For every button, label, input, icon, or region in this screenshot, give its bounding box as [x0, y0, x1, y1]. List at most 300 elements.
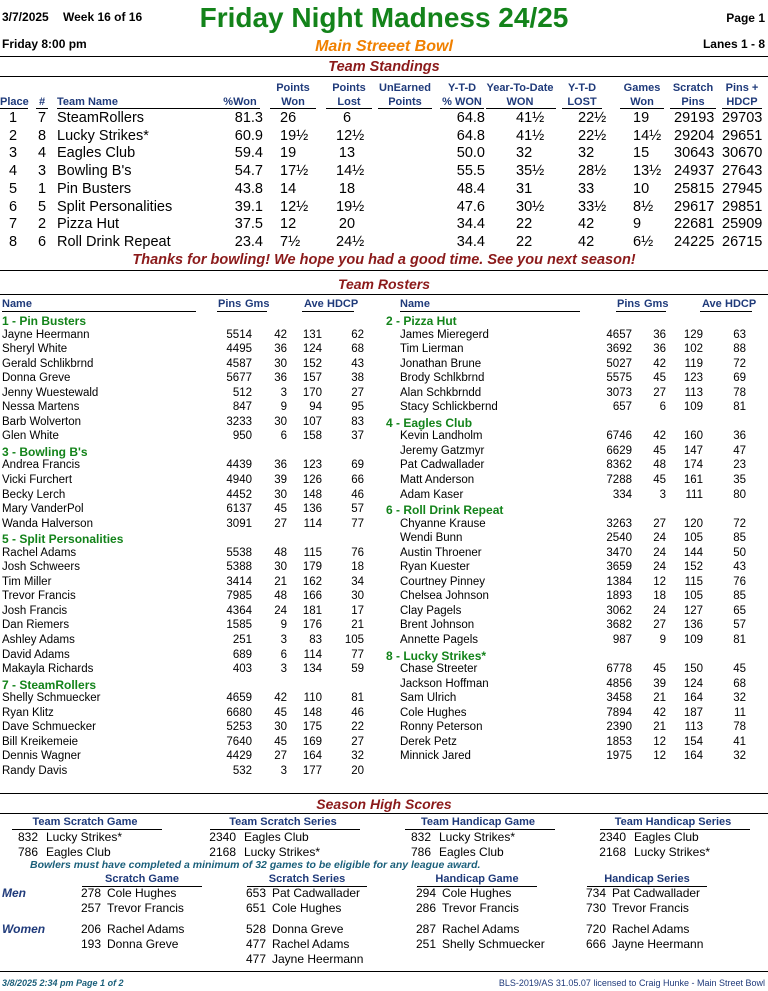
- player-pins: 5538: [226, 546, 252, 559]
- standings-num: 4: [37, 145, 47, 162]
- team-section-title: 1 - Pin Busters: [2, 314, 87, 328]
- player-row: [2, 474, 362, 489]
- player-games: 24: [274, 604, 287, 617]
- player-games: 36: [653, 343, 666, 356]
- player-average: 176: [302, 619, 322, 632]
- standings-name: Eagles Club: [57, 145, 136, 162]
- player-average: 161: [683, 473, 703, 486]
- player-name: Sheryl White: [2, 343, 68, 356]
- standings-ytdw: 41½: [516, 127, 545, 144]
- player-handicap: 62: [351, 328, 364, 341]
- player-row: [386, 401, 746, 416]
- standings-name: Pizza Hut: [57, 216, 120, 233]
- player-average: 175: [302, 721, 322, 734]
- individual-high-holder: Rachel Adams: [612, 922, 690, 936]
- individual-high-holder: Donna Greve: [107, 937, 179, 951]
- player-average: 144: [683, 546, 703, 559]
- standings-ytdl: 28½: [578, 163, 607, 180]
- player-games: 24: [653, 561, 666, 574]
- player-games: 21: [274, 575, 287, 588]
- player-average: 114: [303, 648, 322, 661]
- player-name: Brent Johnson: [400, 619, 475, 632]
- roster-left-pins-header: Pins: [218, 298, 242, 310]
- standings-num: 5: [37, 198, 47, 215]
- standings-ph: 25909: [722, 216, 763, 233]
- roster-left-name-header: Name: [2, 298, 32, 310]
- player-name: Nessa Martens: [2, 401, 80, 414]
- high-score-holder: Eagles Club: [634, 830, 699, 844]
- player-pins: 3263: [606, 517, 632, 530]
- standings-pw: 17½: [280, 163, 309, 180]
- standings-pct: 54.7: [234, 163, 263, 180]
- player-pins: 5388: [226, 561, 252, 574]
- individual-high-value: 477: [245, 937, 266, 951]
- col-games-won: Games Won: [623, 82, 661, 108]
- player-games: 45: [653, 372, 666, 385]
- player-pins: 987: [612, 633, 632, 646]
- player-name: Ronny Peterson: [400, 721, 483, 734]
- player-handicap: 88: [733, 343, 746, 356]
- player-pins: 847: [232, 401, 252, 414]
- standings-pl: 20: [338, 216, 356, 233]
- standings-pct: 37.5: [234, 216, 263, 233]
- standings-ph: 29651: [722, 127, 763, 144]
- standings-gw: 9: [633, 216, 642, 233]
- standings-ytdl: 33: [578, 180, 595, 197]
- player-name: Jayne Heermann: [2, 328, 90, 341]
- league-title: Friday Night Madness 24/25: [199, 2, 569, 33]
- report-date: 3/7/2025: [2, 10, 49, 24]
- player-row: [386, 721, 746, 736]
- player-games: 42: [653, 706, 666, 719]
- individual-high-value: 734: [585, 886, 606, 900]
- player-handicap: 27: [351, 735, 364, 748]
- standings-pct: 60.9: [234, 127, 263, 144]
- player-name: Andrea Francis: [2, 459, 80, 472]
- player-average: 148: [302, 706, 322, 719]
- player-pins: 1853: [606, 735, 632, 748]
- high-score-holder: Lucky Strikes*: [634, 845, 711, 859]
- standings-ph: 27945: [722, 180, 763, 197]
- individual-high-category: Scratch Game: [105, 873, 179, 885]
- player-row: [2, 372, 362, 387]
- player-average: 154: [683, 735, 703, 748]
- individual-high-value: 193: [80, 937, 101, 951]
- individual-high-value: 528: [245, 922, 266, 936]
- player-name: Brody Schlkbrnd: [400, 372, 485, 385]
- player-pins: 7640: [226, 735, 252, 748]
- player-handicap: 69: [351, 459, 364, 472]
- player-row: [386, 387, 746, 402]
- standings-place: 8: [8, 233, 18, 250]
- high-scores-title: Season High Scores: [316, 796, 452, 812]
- player-average: 126: [302, 473, 322, 486]
- roster-right-ave-header: Ave: [702, 298, 722, 310]
- player-average: 109: [683, 401, 703, 414]
- high-score-value: 832: [17, 830, 38, 844]
- player-pins: 4856: [606, 677, 632, 690]
- col-scratch-pins: Scratch Pins: [672, 82, 714, 108]
- player-handicap: 20: [351, 764, 364, 777]
- player-name: Becky Lerch: [2, 488, 66, 501]
- standings-name: Lucky Strikes*: [57, 127, 149, 144]
- player-handicap: 17: [351, 604, 364, 617]
- player-pins: 3073: [606, 386, 632, 399]
- player-average: 169: [302, 735, 322, 748]
- player-pins: 8362: [606, 459, 632, 472]
- player-average: 107: [302, 415, 322, 428]
- player-handicap: 83: [351, 415, 364, 428]
- player-handicap: 72: [733, 517, 746, 530]
- player-pins: 512: [232, 386, 252, 399]
- roster-right-pins-header: Pins: [617, 298, 641, 310]
- player-name: Ryan Klitz: [2, 706, 54, 719]
- player-pins: 4940: [226, 473, 252, 486]
- standings-num: 2: [37, 216, 47, 233]
- col-num: #: [38, 96, 46, 108]
- standings-sp: 24937: [674, 163, 715, 180]
- individual-high-holder: Pat Cadwallader: [612, 886, 701, 900]
- player-name: Courtney Pinney: [400, 575, 486, 588]
- player-row: [2, 518, 362, 533]
- standings-name: Bowling B's: [57, 163, 132, 180]
- player-pins: 251: [232, 633, 252, 646]
- player-games: 9: [659, 633, 666, 646]
- individual-high-holder: Jayne Heermann: [272, 952, 364, 966]
- standings-ytdl: 32: [578, 145, 595, 162]
- player-average: 123: [683, 372, 703, 385]
- rosters-title: Team Rosters: [337, 276, 431, 292]
- high-score-holder: Lucky Strikes*: [46, 830, 123, 844]
- player-row: [386, 619, 746, 634]
- player-handicap: 68: [733, 677, 746, 690]
- player-games: 12: [653, 735, 666, 748]
- player-handicap: 46: [351, 706, 364, 719]
- player-games: 30: [274, 488, 287, 501]
- col-points-lost: Points Lost: [332, 82, 366, 108]
- player-name: Minnick Jared: [400, 750, 471, 763]
- roster-left-ave-header: Ave: [304, 298, 324, 310]
- player-handicap: 68: [351, 343, 364, 356]
- player-games: 27: [274, 750, 287, 763]
- standings-ytdpct: 47.6: [456, 198, 485, 215]
- roster-left-hdcp-header: HDCP: [327, 298, 359, 310]
- player-pins: 3692: [606, 343, 632, 356]
- player-name: Donna Greve: [2, 372, 71, 385]
- standings-ytdl: 42: [578, 216, 595, 233]
- standings-ytdl: 22½: [578, 110, 607, 126]
- player-row: [386, 358, 746, 373]
- individual-high-holder: Cole Hughes: [272, 901, 342, 915]
- player-row: [2, 736, 362, 751]
- player-name: Alan Schkbrndd: [400, 386, 482, 399]
- player-name: Bill Kreikemeie: [2, 735, 79, 748]
- player-average: 111: [685, 488, 703, 501]
- player-name: Trevor Francis: [2, 590, 76, 603]
- player-name: Cole Hughes: [400, 706, 467, 719]
- standings-place: 1: [8, 110, 18, 126]
- player-games: 27: [653, 619, 666, 632]
- individual-high-holder: Trevor Francis: [612, 901, 689, 915]
- player-games: 39: [274, 473, 287, 486]
- player-pins: 4657: [606, 328, 632, 341]
- team-high-category: Team Scratch Series: [229, 816, 337, 828]
- player-average: 134: [302, 663, 322, 676]
- player-games: 48: [274, 590, 287, 603]
- player-row: [386, 343, 746, 358]
- player-pins: 7894: [606, 706, 632, 719]
- standings-pct: 39.1: [234, 198, 263, 215]
- player-games: 42: [274, 692, 287, 705]
- player-handicap: 21: [351, 619, 364, 632]
- player-name: Vicki Furchert: [2, 473, 73, 486]
- standings-row: [0, 234, 768, 252]
- player-row: [2, 387, 362, 402]
- standings-sp: 29193: [674, 110, 715, 126]
- team-section-title: 8 - Lucky Strikes*: [386, 648, 487, 663]
- player-pins: 5514: [226, 328, 252, 341]
- player-row: [386, 605, 746, 620]
- player-average: 177: [302, 764, 322, 777]
- standings-pl: 6: [342, 110, 352, 126]
- player-average: 102: [683, 343, 703, 356]
- player-average: 109: [683, 633, 703, 646]
- player-average: 136: [683, 619, 703, 632]
- player-row: [386, 372, 746, 387]
- standings-gw: 13½: [633, 163, 662, 180]
- player-name: Ashley Adams: [2, 633, 75, 646]
- individual-high-category: Handicap Series: [604, 873, 690, 885]
- player-row: [386, 547, 746, 562]
- player-games: 39: [653, 677, 666, 690]
- standings-sp: 25815: [674, 180, 715, 197]
- standings-place: 3: [8, 145, 18, 162]
- player-games: 45: [653, 663, 666, 675]
- player-average: 110: [303, 692, 322, 705]
- player-pins: 6746: [606, 430, 632, 443]
- team-section-title: 2 - Pizza Hut: [386, 314, 457, 328]
- player-average: 113: [684, 386, 703, 399]
- standings-sp: 29204: [674, 127, 715, 144]
- high-score-value: 2168: [209, 845, 236, 859]
- player-handicap: 81: [733, 401, 746, 414]
- player-handicap: 78: [733, 721, 746, 734]
- standings-ytdpct: 64.8: [456, 127, 485, 144]
- player-games: 9: [280, 619, 287, 632]
- standings-pl: 18: [338, 180, 356, 197]
- player-games: 30: [274, 357, 287, 370]
- player-row: [386, 489, 746, 504]
- player-games: 3: [280, 663, 287, 676]
- col-ytd-lost: Y-T-D LOST: [567, 82, 597, 108]
- standings-pw: 12½: [280, 198, 309, 215]
- standings-ytdl: 42: [578, 233, 595, 250]
- high-score-holder: Eagles Club: [46, 845, 111, 859]
- player-average: 114: [303, 517, 322, 530]
- player-pins: 3233: [226, 415, 252, 428]
- player-name: David Adams: [2, 648, 70, 661]
- standings-row: [0, 145, 768, 163]
- player-average: 187: [683, 706, 703, 719]
- player-pins: 1384: [606, 575, 632, 588]
- player-name: Rachel Adams: [2, 546, 77, 559]
- player-pins: 3414: [226, 575, 252, 588]
- player-row: [2, 692, 362, 707]
- player-average: 105: [683, 532, 703, 545]
- player-pins: 2540: [606, 532, 632, 545]
- player-average: 129: [683, 328, 703, 341]
- player-handicap: 65: [733, 604, 746, 617]
- player-pins: 4439: [226, 459, 252, 472]
- session-time: Friday 8:00 pm: [2, 37, 87, 51]
- player-name: Tim Lierman: [400, 343, 464, 356]
- col-unearned: UnEarned Points: [379, 82, 431, 108]
- player-row: [2, 750, 362, 765]
- standings-ph: 26715: [722, 233, 763, 250]
- standings-place: 4: [8, 163, 18, 180]
- standings-row: [0, 128, 768, 146]
- player-handicap: 36: [733, 430, 746, 443]
- player-row: [2, 649, 362, 664]
- player-average: 170: [302, 386, 322, 399]
- footer-left: 3/8/2025 2:34 pm Page 1 of 2: [2, 978, 124, 988]
- player-pins: 3682: [606, 619, 632, 632]
- individual-high-value: 206: [80, 922, 101, 936]
- player-games: 27: [653, 386, 666, 399]
- player-handicap: 27: [351, 386, 364, 399]
- standings-ytdpct: 55.5: [456, 163, 485, 180]
- player-games: 3: [280, 633, 287, 646]
- player-average: 160: [683, 430, 703, 443]
- player-handicap: 35: [733, 473, 746, 486]
- player-name: Tim Miller: [2, 575, 52, 588]
- player-games: 3: [280, 764, 287, 777]
- individual-high-value: 287: [415, 922, 436, 936]
- player-row: [2, 430, 362, 445]
- player-handicap: 80: [733, 488, 746, 501]
- player-handicap: 76: [733, 575, 746, 588]
- player-row: [2, 489, 362, 504]
- high-score-value: 2340: [599, 830, 626, 844]
- player-games: 6: [659, 401, 666, 414]
- standings-ph: 29703: [722, 110, 763, 126]
- standings-pl: 24½: [336, 233, 365, 250]
- player-handicap: 43: [351, 357, 364, 370]
- standings-row: [0, 199, 768, 217]
- standings-ytdw: 22: [516, 216, 533, 233]
- player-row: [2, 765, 362, 780]
- standings-num: 6: [37, 233, 47, 250]
- roster-right-hdcp-header: HDCP: [725, 298, 757, 310]
- individual-high-value: 286: [415, 901, 436, 915]
- individual-high-category: Scratch Series: [268, 873, 346, 885]
- player-games: 24: [653, 604, 666, 617]
- player-name: Adam Kaser: [400, 488, 464, 501]
- player-name: Chelsea Johnson: [400, 590, 489, 603]
- high-score-value: 2340: [209, 830, 236, 844]
- roster-right-gms-header: Gms: [644, 298, 669, 310]
- standings-gw: 19: [633, 110, 650, 126]
- week-label: Week 16 of 16: [63, 10, 143, 24]
- player-pins: 3659: [606, 561, 632, 574]
- standings-ytdw: 30½: [516, 198, 545, 215]
- player-pins: 2390: [606, 721, 632, 734]
- player-name: Dave Schmuecker: [2, 721, 96, 734]
- team-high-category: Team Scratch Game: [32, 816, 138, 828]
- player-average: 164: [683, 692, 703, 705]
- player-games: 42: [653, 357, 666, 370]
- individual-high-holder: Rachel Adams: [107, 922, 185, 936]
- player-pins: 4364: [226, 604, 252, 617]
- player-games: 48: [653, 459, 666, 472]
- individual-high-holder: Donna Greve: [272, 922, 344, 936]
- player-row: [386, 736, 746, 751]
- player-name: Kevin Landholm: [400, 430, 483, 443]
- player-handicap: 11: [734, 706, 746, 719]
- standings-pw: 7½: [280, 233, 301, 250]
- player-games: 48: [274, 546, 287, 559]
- standings-ytdl: 22½: [578, 127, 607, 144]
- men-label: Men: [2, 886, 26, 900]
- player-handicap: 18: [351, 561, 364, 574]
- player-row: [386, 532, 746, 547]
- individual-high-holder: Trevor Francis: [107, 901, 184, 915]
- player-pins: 950: [232, 430, 252, 443]
- standings-pct: 59.4: [234, 145, 263, 162]
- player-games: 9: [280, 401, 287, 414]
- player-handicap: 66: [351, 473, 364, 486]
- player-pins: 7985: [226, 590, 252, 603]
- player-average: 131: [302, 328, 322, 341]
- player-name: Barb Wolverton: [2, 415, 82, 428]
- player-pins: 689: [232, 648, 252, 661]
- standings-pw: 26: [280, 110, 297, 126]
- player-pins: 403: [232, 663, 252, 676]
- player-pins: 3062: [606, 604, 632, 617]
- individual-high-holder: Shelly Schmuecker: [442, 937, 545, 951]
- standings-ytdw: 32: [516, 145, 533, 162]
- player-row: [386, 329, 746, 344]
- individual-high-value: 720: [585, 922, 606, 936]
- high-score-value: 786: [17, 845, 38, 859]
- player-name: Stacy Schlickbernd: [400, 401, 498, 414]
- standings-ph: 29851: [722, 198, 763, 215]
- standings-ytdpct: 64.8: [456, 110, 485, 126]
- team-high-category: Team Handicap Series: [614, 816, 732, 828]
- player-handicap: 63: [733, 328, 746, 341]
- player-average: 157: [302, 372, 322, 385]
- player-pins: 7288: [606, 473, 632, 486]
- individual-high-value: 278: [80, 886, 101, 900]
- player-pins: 334: [612, 488, 632, 501]
- player-row: [386, 459, 746, 474]
- player-row: [386, 663, 746, 678]
- high-score-holder: Eagles Club: [439, 845, 504, 859]
- lanes-label: Lanes 1 - 8: [702, 37, 765, 51]
- standings-row: [0, 181, 768, 199]
- player-games: 27: [653, 517, 666, 530]
- player-name: Wendi Bunn: [400, 532, 463, 545]
- team-section-title: 5 - Split Personalities: [2, 532, 124, 547]
- roster-left-gms-header: Gms: [245, 298, 270, 310]
- player-handicap: 32: [351, 750, 364, 763]
- standings-pw: 19: [280, 145, 297, 162]
- player-games: 27: [274, 517, 287, 530]
- player-row: [2, 721, 362, 736]
- standings-pct: 81.3: [234, 110, 263, 126]
- player-games: 6: [280, 648, 287, 661]
- standings-name: Split Personalities: [57, 198, 173, 215]
